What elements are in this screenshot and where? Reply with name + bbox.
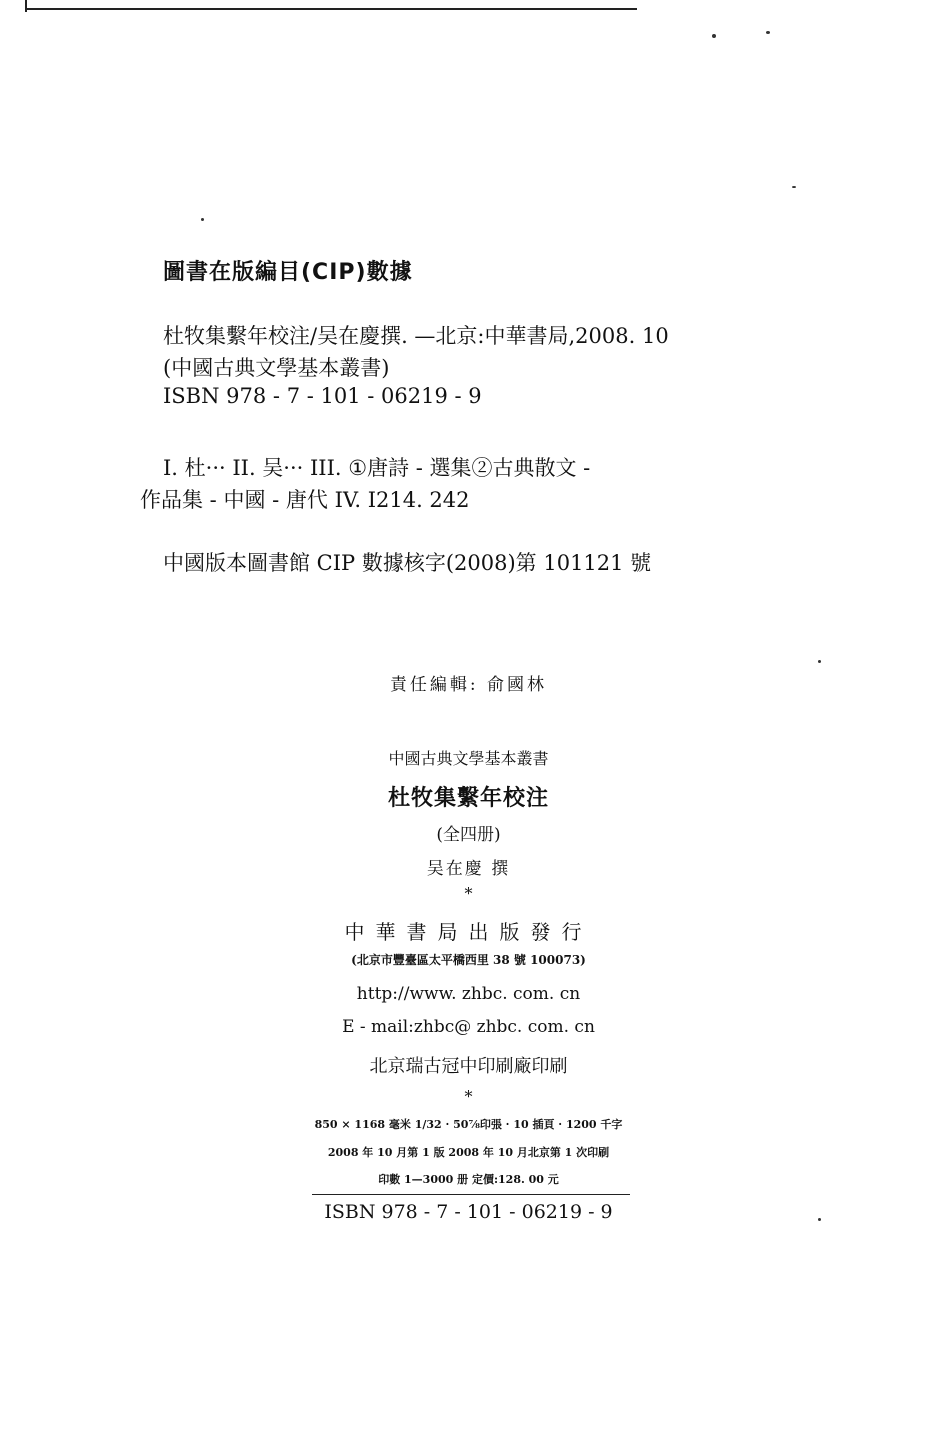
publisher-address: (北京市豐臺區太平橋西里 38 號 100073) — [351, 953, 586, 967]
cip-title-line: 杜牧集繫年校注/吴在慶撰. —北京:中華書局,2008. 10 — [163, 324, 669, 348]
book-title: 杜牧集繫年校注 — [387, 786, 549, 811]
print-run-price: 印數 1—3000 册 定價:128. 00 元 — [378, 1173, 559, 1186]
cip-isbn-line: ISBN 978 - 7 - 101 - 06219 - 9 — [163, 384, 482, 408]
speck-mark — [766, 31, 770, 34]
volume-count: (全四册) — [436, 825, 501, 845]
cip-subject-line-2: 作品集 - 中國 - 唐代 IV. I214. 242 — [140, 488, 470, 512]
speck-mark — [818, 660, 821, 663]
author: 吴在慶 撰 — [426, 859, 511, 879]
cip-subject-line-1: I. 杜··· II. 吴··· III. ①唐詩 - 選集②古典散文 - — [163, 456, 591, 480]
edition-info: 2008 年 10 月第 1 版 2008 年 10 月北京第 1 次印刷 — [327, 1146, 610, 1159]
separator-asterisk: * — [464, 1087, 473, 1106]
cip-series-line: (中國古典文學基本叢書) — [163, 356, 390, 380]
responsible-editor: 責任編輯: 俞國林 — [389, 675, 548, 695]
speck-mark — [201, 218, 204, 221]
top-rule — [25, 8, 637, 10]
top-rule-tick — [25, 0, 27, 12]
speck-mark — [712, 34, 716, 38]
cip-heading: 圖書在版編目(CIP)數據 — [163, 260, 413, 285]
print-spec: 850 × 1168 毫米 1/32 · 50⅞印張 · 10 插頁 · 1200 千字 — [314, 1118, 623, 1131]
separator-asterisk: * — [464, 884, 473, 903]
cip-record-line: 中國版本圖書館 CIP 數據核字(2008)第 101121 號 — [163, 551, 652, 575]
publisher: 中華書局出版發行 — [344, 920, 593, 944]
speck-mark — [792, 186, 796, 188]
isbn: ISBN 978 - 7 - 101 - 06219 - 9 — [324, 1201, 613, 1223]
publisher-email: E - mail:zhbc@ zhbc. com. cn — [342, 1017, 595, 1037]
series-name: 中國古典文學基本叢書 — [388, 749, 549, 768]
publisher-url: http://www. zhbc. com. cn — [356, 984, 581, 1004]
isbn-rule — [312, 1194, 630, 1195]
printer: 北京瑞古冠中印刷廠印刷 — [369, 1056, 568, 1077]
